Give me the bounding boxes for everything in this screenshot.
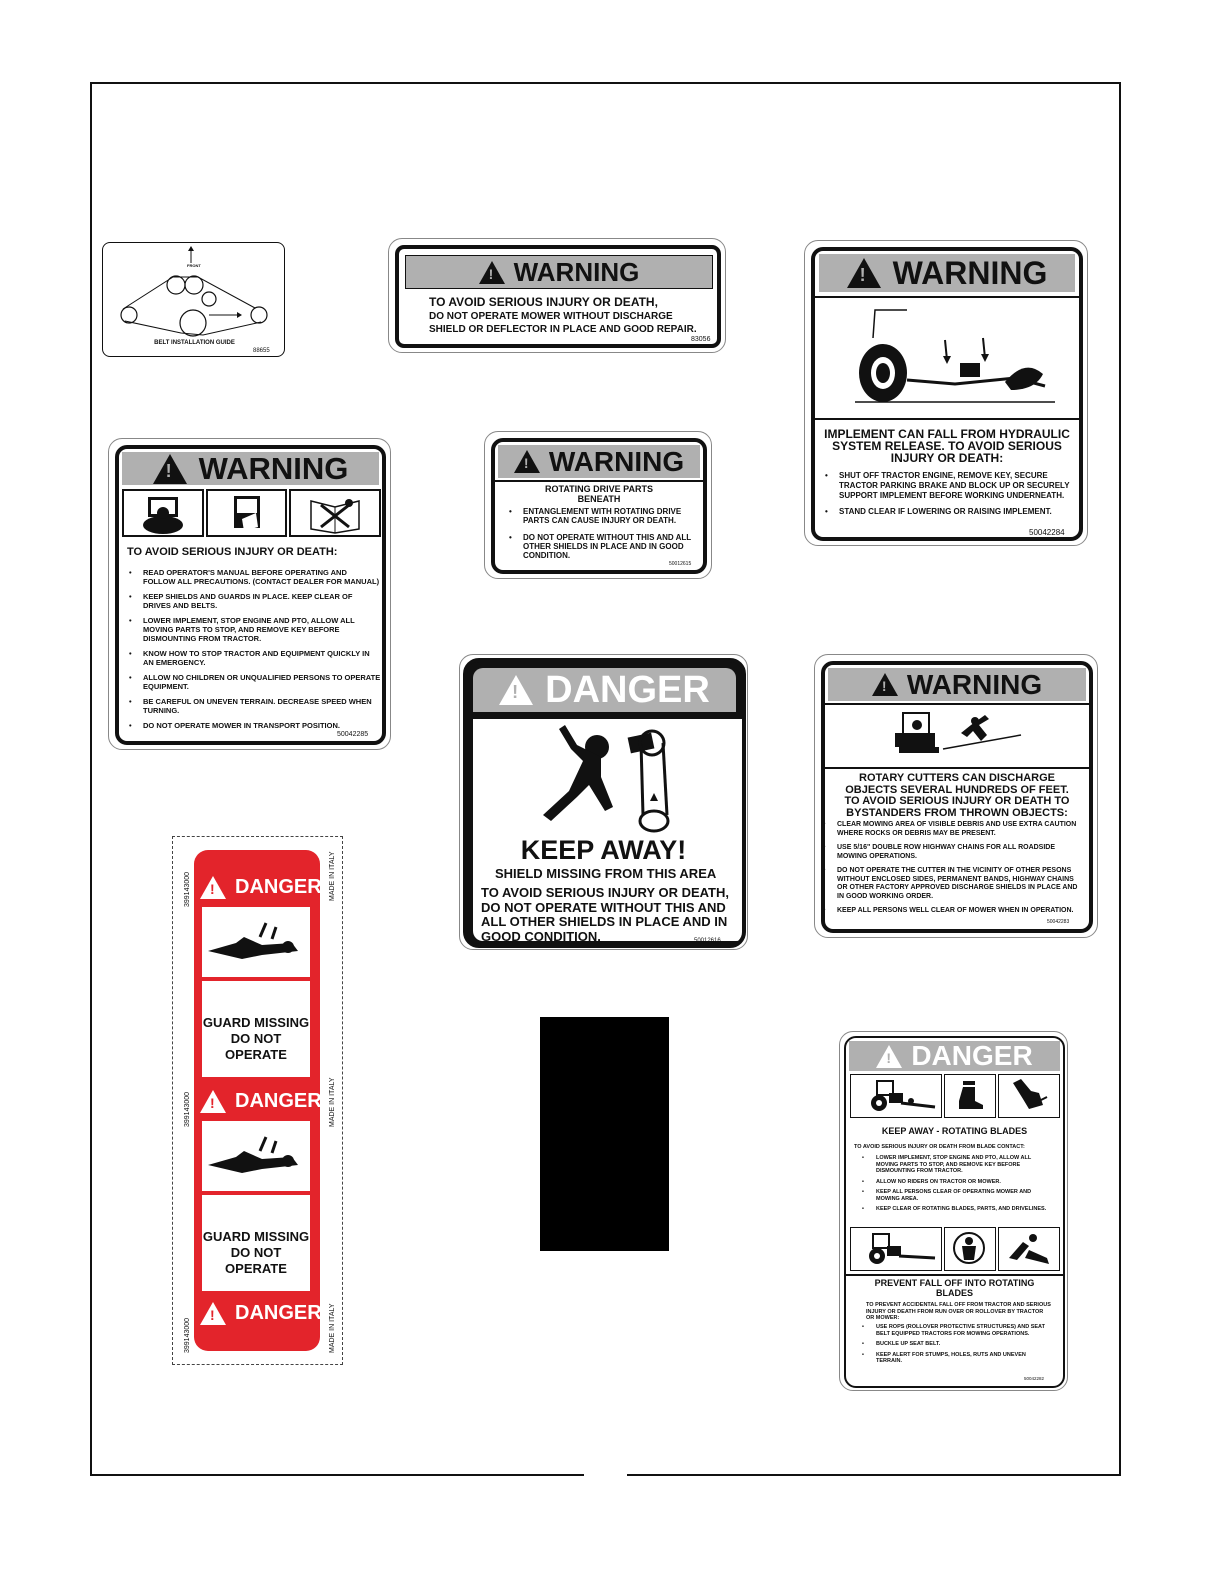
general-code: 50042285 (337, 731, 369, 738)
guard-danger-2: ! DANGER (200, 1090, 322, 1113)
danger-blades-header: ! DANGER (849, 1041, 1060, 1071)
guard-missing-decal (172, 836, 343, 1365)
warning-deflector-decal (388, 238, 726, 353)
drive-title: ROTATING DRIVE PARTS BENEATH (545, 484, 653, 504)
list-item: • USE 5/16" DOUBLE ROW HIGHWAY CHAINS FOR ALL ROADSIDE MOWING OPERATIONS. (821, 844, 1081, 861)
blades-code: 50042282 (1024, 1376, 1045, 1381)
list-item: • USE ROPS (ROLLOVER PROTECTIVE STRUCTURES) AND SEAT BELT EQUIPPED TRACTORS FOR MOWING OPERATIONS. (858, 1324, 1052, 1337)
list-item: • ALLOW NO CHILDREN OR UNQUALIFIED PERSONS TO OPERATE EQUIPMENT. (125, 673, 381, 691)
keep-away-subtitle: SHIELD MISSING FROM THIS AREA (495, 866, 717, 881)
thrown-object-picture (825, 705, 1089, 765)
danger-keep-picture (473, 719, 746, 835)
warning-drive-header: ! WARNING (498, 445, 700, 478)
tractor-rollover-picture (850, 1227, 942, 1271)
blades-title-2: PREVENT FALL OFF INTO ROTATING BLADES (874, 1278, 1035, 1298)
danger-triangle-icon (200, 1302, 226, 1325)
general-title: TO AVOID SERIOUS INJURY OR DEATH: (127, 546, 338, 558)
general-list (125, 568, 381, 736)
made-in-italy-1: MADE IN ITALY (329, 851, 336, 901)
warning-triangle-icon (872, 673, 898, 696)
list-item: • LOWER IMPLEMENT, STOP ENGINE AND PTO, ALLOW ALL MOVING PARTS TO STOP, AND REMOVE KEY BEFORE DISMOUNTING FROM TRACTOR. (125, 616, 381, 643)
list-item: • KEEP ALL PERSONS WELL CLEAR OF MOWER WHEN IN OPERATION. (821, 907, 1081, 916)
guard-danger-1: ! DANGER (200, 876, 322, 899)
list-item: • KEEP CLEAR OF ROTATING BLADES, PARTS, AND DRIVELINES. (858, 1206, 1052, 1213)
hydraulic-list (821, 471, 1073, 523)
list-item: • ALLOW NO RIDERS ON TRACTOR OR MOWER. (858, 1179, 1052, 1186)
deflector-line1: TO AVOID SERIOUS INJURY OR DEATH, (429, 295, 658, 309)
warning-hydraulic-header: ! WARNING (819, 254, 1075, 292)
list-item: • DO NOT OPERATE THE CUTTER IN THE VICINITY OF OTHER PESONS WITHOUT ENCLOSED SIDES, PERMANENT BANDS, HIGHWAY CHAINS OR OTHER FACTORY APPROVED DISCHARGE SHIELDS IN PLACE AND IN GOOD WORKING ORDER. (821, 867, 1081, 901)
guard-picture-1 (202, 907, 310, 977)
deflector-code: 83056 (691, 336, 711, 343)
hydraulic-title: IMPLEMENT CAN FALL FROM HYDRAULIC SYSTEM RELEASE. TO AVOID SERIOUS INJURY OR DEATH: (824, 427, 1070, 465)
rotary-list (821, 821, 1081, 922)
guard-text-2: GUARD MISSING DO NOT OPERATE (202, 1195, 310, 1291)
blades-title: KEEP AWAY - ROTATING BLADES (881, 1126, 1028, 1136)
belt-front-label: FRONT (187, 263, 201, 268)
list-item: • CLEAR MOWING AREA OF VISIBLE DEBRIS AND USE EXTRA CAUTION WHERE ROCKS OR DEBRIS MAY BE PRESENT. (821, 821, 1081, 838)
hand-hazard-picture (998, 1074, 1060, 1118)
belt-code: 88655 (253, 348, 270, 354)
warning-triangle-icon (514, 450, 540, 473)
danger-triangle-icon (499, 675, 533, 705)
list-item: • DO NOT OPERATE MOWER IN TRANSPORT POSITION. (125, 721, 381, 730)
foot-hazard-picture (944, 1074, 996, 1118)
danger-keep-away-decal (459, 654, 748, 950)
frame-bottom-left (90, 1474, 584, 1476)
list-item: • READ OPERATOR'S MANUAL BEFORE OPERATING AND FOLLOW ALL PRECAUTIONS. (CONTACT DEALER FOR MANUAL) (125, 568, 381, 586)
danger-triangle-icon (876, 1045, 902, 1068)
part-number-2: 399143000 (184, 1091, 191, 1127)
danger-triangle-icon (200, 1090, 226, 1113)
warning-general-decal (108, 438, 391, 750)
danger-triangle-icon (200, 876, 226, 899)
keep-away-title: KEEP AWAY! (520, 835, 687, 865)
deflector-line3: SHIELD OR DEFLECTOR IN PLACE AND GOOD REPAIR. (429, 324, 697, 335)
list-item: • KEEP ALERT FOR STUMPS, HOLES, RUTS AND UNEVEN TERRAIN. (858, 1352, 1052, 1365)
warning-triangle-icon (153, 454, 187, 484)
blades-list (858, 1155, 1052, 1219)
drive-code: 50012615 (669, 561, 692, 567)
list-item: • KEEP SHIELDS AND GUARDS IN PLACE. KEEP CLEAR OF DRIVES AND BELTS. (125, 592, 381, 610)
hydraulic-implement-picture (815, 298, 1079, 418)
made-in-italy-2: MADE IN ITALY (329, 1077, 336, 1127)
guard-text-1: GUARD MISSING DO NOT OPERATE (202, 981, 310, 1077)
tools-picture (289, 489, 381, 537)
guard-missing-red-strip (194, 850, 320, 1351)
blades-list-2 (858, 1324, 1052, 1371)
list-item: • SHUT OFF TRACTOR ENGINE, REMOVE KEY, SECURE TRACTOR PARKING BRAKE AND BLOCK UP OR SECURELY SUPPORT IMPLEMENT BEFORE WORKING UNDERNEATH. (821, 471, 1073, 501)
belt-installation-decal (102, 242, 285, 357)
deflector-line2: DO NOT OPERATE MOWER WITHOUT DISCHARGE (429, 311, 673, 322)
list-item: • BE CAREFUL ON UNEVEN TERRAIN. DECREASE SPEED WHEN TURNING. (125, 697, 381, 715)
frame-bottom-right (627, 1474, 1121, 1476)
part-number-1: 399143000 (184, 871, 191, 907)
guard-picture-2 (202, 1121, 310, 1191)
hydraulic-code: 50042284 (1029, 528, 1065, 537)
keep-away-body: TO AVOID SERIOUS INJURY OR DEATH, DO NOT OPERATE WITHOUT THIS AND ALL OTHER SHIELDS IN PLACE AND IN GOOD CONDITION. (481, 885, 729, 944)
part-number-3: 399143000 (184, 1317, 191, 1353)
rotary-title: ROTARY CUTTERS CAN DISCHARGE OBJECTS SEVERAL HUNDREDS OF FEET. TO AVOID SERIOUS INJURY OR DEATH TO BYSTANDERS FROM THROWN OBJECTS: (844, 772, 1070, 819)
list-item: • BUCKLE UP SEAT BELT. (858, 1341, 1052, 1348)
manual-picture (206, 489, 287, 537)
fall-off-picture (998, 1227, 1060, 1271)
list-item: • KEEP ALL PERSONS CLEAR OF OPERATING MOWER AND MOWING AREA. (858, 1189, 1052, 1202)
warning-rotary-decal (814, 654, 1098, 938)
seatbelt-picture (944, 1227, 996, 1271)
black-label-block (540, 1017, 669, 1251)
danger-blades-decal (839, 1031, 1068, 1391)
list-item: • KNOW HOW TO STOP TRACTOR AND EQUIPMENT QUICKLY IN AN EMERGENCY. (125, 649, 381, 667)
list-item: • STAND CLEAR IF LOWERING OR RAISING IMPLEMENT. (821, 507, 1073, 517)
tractor-mower-picture (850, 1074, 942, 1118)
guard-danger-3: ! DANGER (200, 1302, 322, 1325)
danger-keep-header: ! DANGER (473, 668, 736, 712)
list-item: • DO NOT OPERATE WITHOUT THIS AND ALL OTHER SHIELDS IN PLACE AND IN GOOD CONDITION. (505, 533, 697, 560)
blades-intro: TO AVOID SERIOUS INJURY OR DEATH FROM BLADE CONTACT: (854, 1144, 1025, 1150)
belt-caption: BELT INSTALLATION GUIDE (154, 340, 235, 346)
warning-hydraulic-decal (804, 240, 1088, 546)
warning-triangle-icon (479, 261, 505, 284)
warning-drive-decal (484, 431, 712, 579)
made-in-italy-3: MADE IN ITALY (329, 1303, 336, 1353)
rotary-code: 50042283 (1047, 919, 1070, 925)
warning-deflector-header: ! WARNING (405, 255, 713, 289)
warning-triangle-icon (847, 258, 881, 288)
list-item: • LOWER IMPLEMENT, STOP ENGINE AND PTO, ALLOW ALL MOVING PARTS TO STOP, AND REMOVE KEY BEFORE DISMOUNTING FROM TRACTOR. (858, 1155, 1052, 1175)
keep-away-code: 50012616 (694, 938, 721, 944)
blades-intro-2: TO PREVENT ACCIDENTAL FALL OFF FROM TRACTOR AND SERIOUS INJURY OR DEATH FROM RUN OVER OR ROLLOVER BY TRACTOR OR MOWER: (866, 1302, 1051, 1321)
drive-list (505, 507, 697, 566)
warning-rotary-header: ! WARNING (828, 668, 1086, 701)
list-item: • ENTANGLEMENT WITH ROTATING DRIVE PARTS CAN CAUSE INJURY OR DEATH. (505, 507, 697, 525)
warning-general-header: ! WARNING (122, 452, 379, 485)
operator-reading-picture (122, 489, 204, 537)
